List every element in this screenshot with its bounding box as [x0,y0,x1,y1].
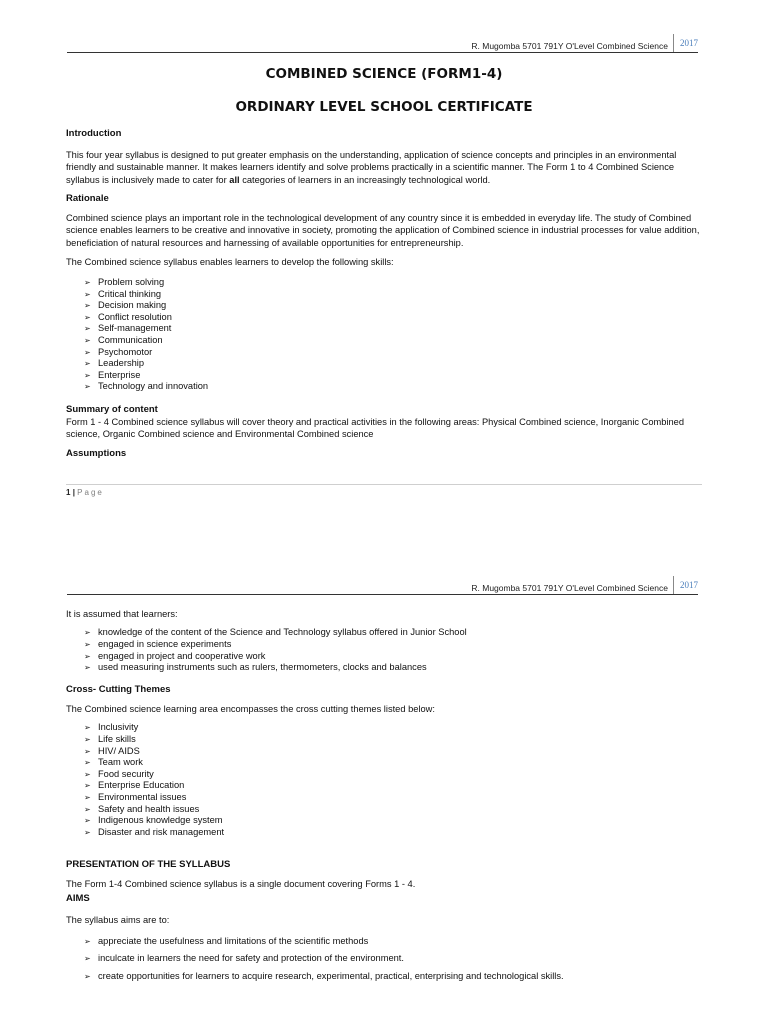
footer-separator: | [72,488,75,497]
bullet-arrow-icon: ➢ [84,804,91,814]
bullet-arrow-icon: ➢ [84,370,91,380]
aims-heading: AIMS [66,893,90,905]
list-item: ➢ Problem solving [84,277,165,287]
bullet-arrow-icon: ➢ [84,347,91,357]
list-item: ➢ Inclusivity [84,722,139,733]
bullet-arrow-icon: ➢ [84,827,91,837]
header-year: 2017 [673,34,698,52]
bullet-arrow-icon: ➢ [84,359,91,369]
bullet-arrow-icon: ➢ [84,312,91,322]
header-rule [67,594,698,595]
list-item: ➢ Enterprise Education [84,780,185,791]
themes-heading: Cross- Cutting Themes [66,684,171,695]
footer-rule [66,484,702,485]
list-item: ➢ Safety and health issues [84,803,200,814]
list-item: ➢ Life skills [84,734,136,744]
bullet-arrow-icon: ➢ [84,954,91,964]
introduction-section [66,128,702,186]
list-item: ➢ Decision making [84,300,167,311]
introduction-paragraph [66,149,702,186]
page-header [471,32,698,52]
list-item: ➢ used measuring instruments such as rulers, thermometers, clocks and balances [84,662,427,673]
bullet-arrow-icon: ➢ [84,663,91,673]
bullet-arrow-icon: ➢ [84,746,91,756]
bullet-arrow-icon: ➢ [84,335,91,345]
assumed-list [66,627,702,673]
bullet-arrow-icon: ➢ [84,792,91,802]
list-item: ➢ Food security [84,768,154,779]
list-item: ➢ Communication [84,334,163,345]
presentation-paragraph: The Form 1-4 Combined science syllabus is a single document covering Forms 1 - 4. [66,879,416,889]
summary-section [66,404,702,441]
bullet-arrow-icon: ➢ [84,289,91,299]
bullet-arrow-icon: ➢ [84,816,91,826]
themes-list [66,722,702,838]
list-item: ➢ Indigenous knowledge system [84,815,223,826]
list-item: ➢ Team work [84,757,143,768]
header-year: 2017 [673,576,698,594]
bullet-arrow-icon: ➢ [84,651,91,661]
bullet-arrow-icon: ➢ [84,640,91,649]
page-number: 1 [66,488,71,497]
presentation-heading: PRESENTATION OF THE SYLLABUS [66,859,231,870]
cross-cutting-section [66,684,702,838]
bullet-arrow-icon: ➢ [84,301,91,311]
list-item: ➢ create opportunities for learners to acquire research, experimental, practical, enterprising and technological skills. [84,968,702,986]
list-item: ➢ Self-management [84,323,172,334]
page-header [471,574,698,594]
introduction-heading: Introduction [66,128,122,139]
rationale-heading: Rationale [66,193,109,204]
list-item: ➢ Leadership [84,358,145,369]
list-item: ➢ Environmental issues [84,791,187,802]
intro-text-end: categories of learners in an increasingly technological world. [239,174,491,185]
footer-page-label: Page [77,488,104,497]
summary-paragraph: Form 1 - 4 Combined science syllabus will cover theory and practical activities in the following areas: Physical Combined science, Inorganic Combined science, Organic Combined science and Environmental Combined science [66,417,685,440]
bullet-arrow-icon: ➢ [84,769,91,779]
bullet-arrow-icon: ➢ [84,936,91,946]
list-item: ➢ inculcate in learners the need for safety and protection of the environment. [84,950,702,968]
aims-list [66,933,702,986]
skills-list-container [66,277,702,393]
header-author-text: R. Mugomba 5701 791Y O'Level Combined Science [471,41,668,51]
bullet-arrow-icon: ➢ [84,735,91,744]
bullet-arrow-icon: ➢ [84,972,91,981]
bullet-arrow-icon: ➢ [84,628,91,638]
list-item: ➢ knowledge of the content of the Science and Technology syllabus offered in Junior School [84,627,467,638]
list-item: ➢ appreciate the usefulness and limitations of the scientific methods [84,933,702,951]
list-item: ➢ Critical thinking [84,288,162,299]
header-author-text: R. Mugomba 5701 791Y O'Level Combined Science [471,583,668,593]
presentation-section [66,859,702,986]
bullet-arrow-icon: ➢ [84,758,91,768]
list-item: ➢ engaged in project and cooperative work [84,650,266,661]
list-item: ➢ Conflict resolution [84,311,172,322]
rationale-paragraph: Combined science plays an important role in the technological development of any country since it is embedded in everyday life. The study of Combined science enables learners to be creative and innovative in society, promoting the application of Combined science in industrial processes for value addition, beneficiation of natural resources and harnessing of available opportunities for entrepreneurship. [66,213,700,248]
bullet-arrow-icon: ➢ [84,278,91,287]
bullet-arrow-icon: ➢ [84,324,91,334]
header-rule [67,52,698,53]
list-item: ➢ Technology and innovation [84,381,209,392]
summary-heading: Summary of content [66,404,158,415]
document-title: COMBINED SCIENCE (FORM1-4) [265,66,503,82]
bullet-arrow-icon: ➢ [84,723,91,733]
assumed-intro: It is assumed that learners: [66,609,178,619]
list-item: ➢ Enterprise [84,369,141,380]
skills-intro: The Combined science syllabus enables learners to develop the following skills: [66,257,394,268]
assumptions-section [66,448,702,460]
rationale-section [66,193,702,269]
assumed-section [66,608,702,674]
assumptions-heading: Assumptions [66,448,127,459]
aims-intro: The syllabus aims are to: [66,915,170,926]
page-gap [0,512,768,560]
list-item: ➢ Disaster and risk management [84,826,225,837]
bullet-arrow-icon: ➢ [84,781,91,791]
bullet-arrow-icon: ➢ [84,382,91,392]
list-item: ➢ Psychomotor [84,346,153,357]
intro-text-start: This four year syllabus is designed to put greater emphasis on the understanding, application of science concepts and principles in an environmental friendly and sustainable manner. It makes learners identify and solve problems practically in a scientific manner. The Form 1 to 4 Combined Science syllabus is inclusively made to cater for [66,150,677,185]
list-item: ➢ HIV/ AIDS [84,745,140,756]
page-footer [66,488,104,497]
intro-bold-word: all [229,174,240,185]
document-page-2 [0,560,768,1024]
themes-intro: The Combined science learning area encompasses the cross cutting themes listed below: [66,704,435,714]
document-subtitle: ORDINARY LEVEL SCHOOL CERTIFICATE [235,99,533,115]
skills-list [66,277,702,393]
list-item: ➢ engaged in science experiments [84,639,232,649]
